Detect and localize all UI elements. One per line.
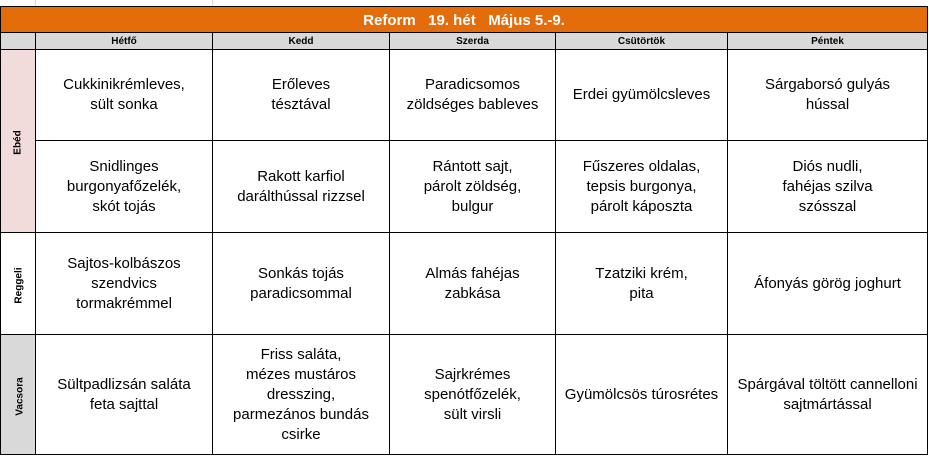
menu-cell: Sajtos-kolbászos szendvics tormakrémmel: [36, 233, 213, 335]
menu-cell: Diós nudli, fahéjas szilva szósszal: [728, 141, 928, 233]
menu-cell: Rakott karfiol darálthússal rizzsel: [213, 141, 390, 233]
day-header-csutortok: Csütörtök: [556, 33, 728, 50]
menu-cell: Paradicsomos zöldséges bableves: [390, 50, 556, 141]
menu-cell: Spárgával töltött cannelloni sajtmártással: [728, 335, 928, 455]
menu-cell: Rántott sajt, párolt zöldség, bulgur: [390, 141, 556, 233]
menu-cell: Sültpadlizsán saláta feta sajttal: [36, 335, 213, 455]
menu-cell: Friss saláta, mézes mustáros dresszing, parmezános bundás csirke: [213, 335, 390, 455]
menu-cell: Sonkás tojás paradicsommal: [213, 233, 390, 335]
menu-cell: Fűszeres oldalas, tepsis burgonya, párolt káposzta: [556, 141, 728, 233]
menu-cell: Cukkinikrémleves, sült sonka: [36, 50, 213, 141]
menu-title: Reform 19. hét Május 5.-9.: [1, 7, 928, 33]
day-header-szerda: Szerda: [390, 33, 556, 50]
menu-table: [0, 6, 928, 455]
menu-cell: Gyümölcsös túrosrétes: [556, 335, 728, 455]
menu-cell: Almás fahéjas zabkása: [390, 233, 556, 335]
menu-cell: Snidlinges burgonyafőzelék, skót tojás: [36, 141, 213, 233]
meal-label-vacsora: Vacsora: [1, 335, 36, 455]
corner-cell: [1, 33, 36, 50]
meal-label-ebed: Ebéd: [1, 50, 36, 233]
menu-cell: Sárgaborsó gulyás hússal: [728, 50, 928, 141]
menu-cell: Tzatziki krém, pita: [556, 233, 728, 335]
day-header-kedd: Kedd: [213, 33, 390, 50]
menu-cell: Erőleves tésztával: [213, 50, 390, 141]
menu-cell: Áfonyás görög joghurt: [728, 233, 928, 335]
menu-cell: Erdei gyümölcsleves: [556, 50, 728, 141]
day-header-pentek: Péntek: [728, 33, 928, 50]
day-header-hetfo: Hétfő: [36, 33, 213, 50]
menu-cell: Sajrkrémes spenótfőzelék, sült virsli: [390, 335, 556, 455]
meal-label-reggeli: Reggeli: [1, 233, 36, 335]
